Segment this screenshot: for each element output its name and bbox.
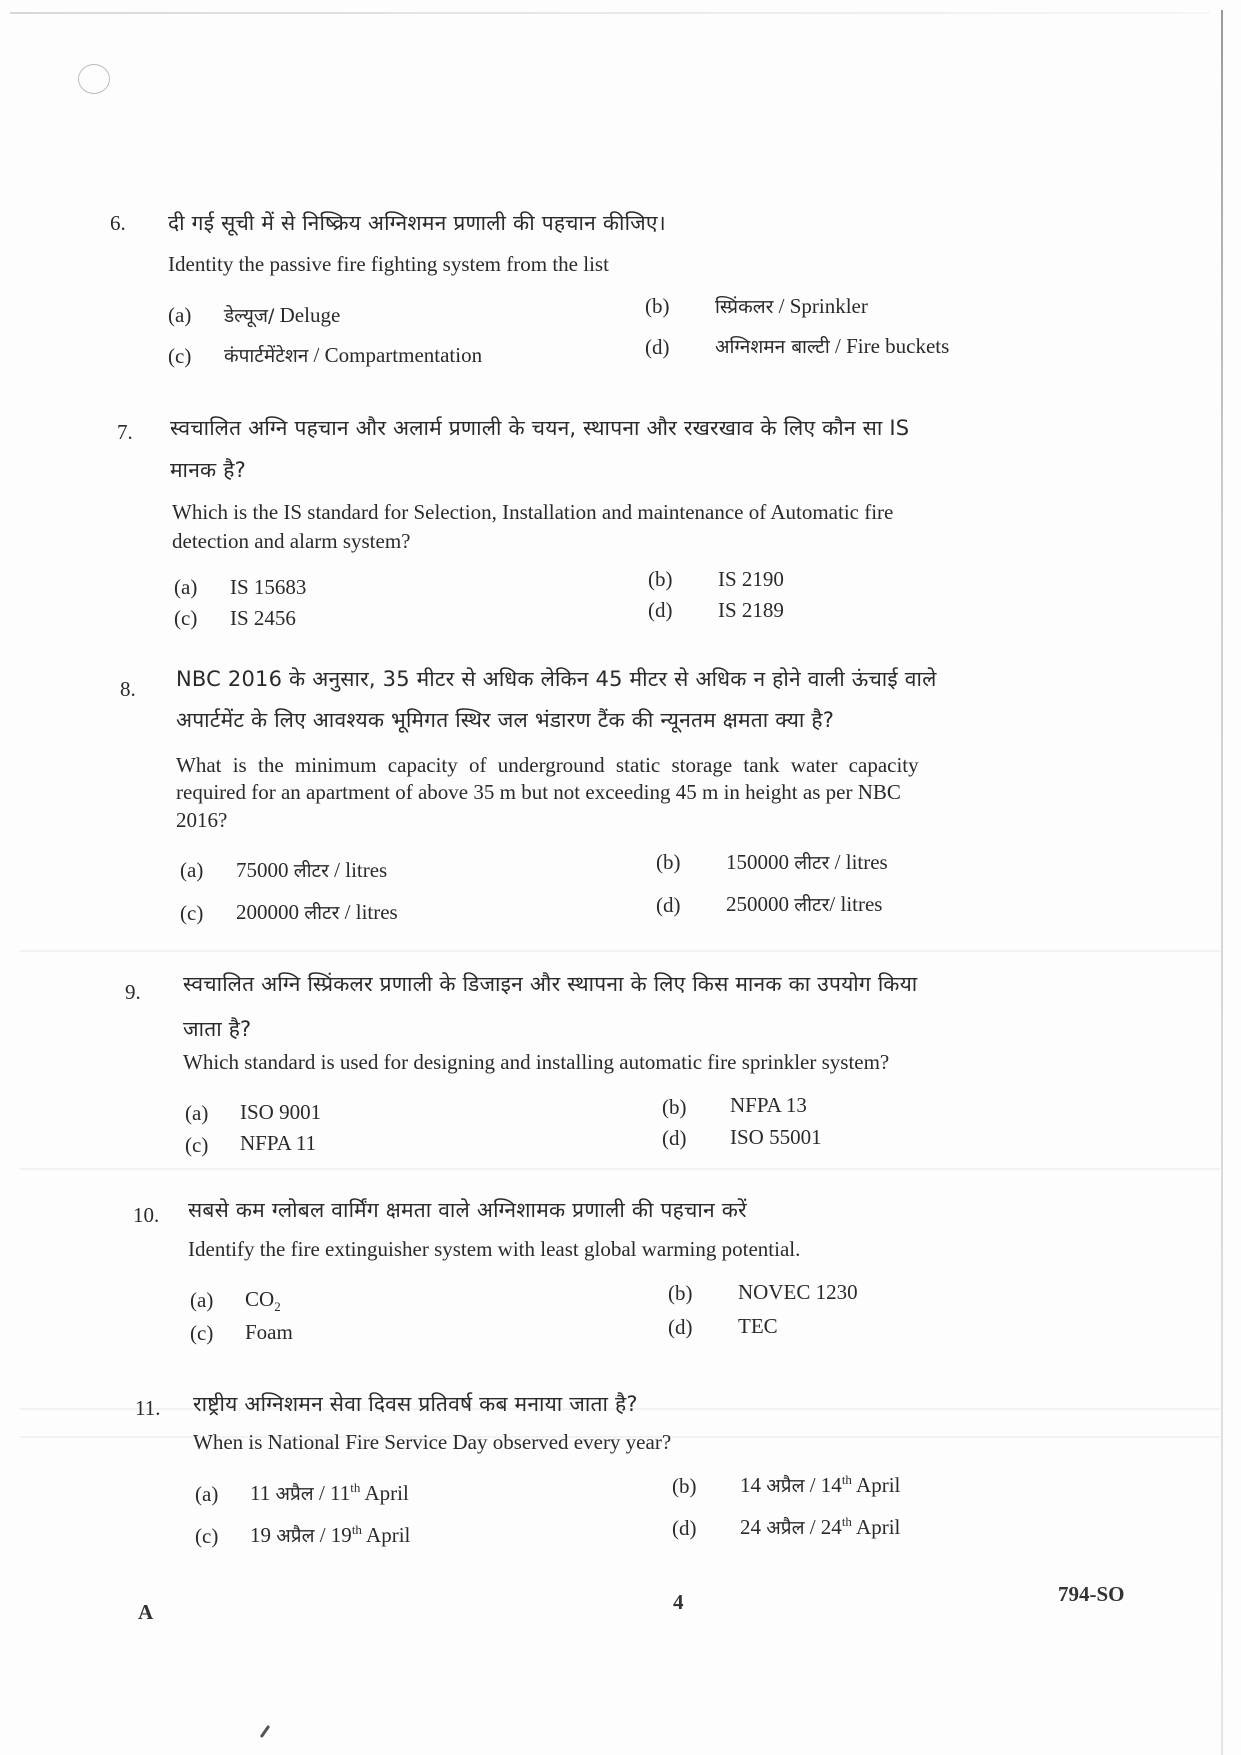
question-number: 6. [110, 211, 126, 235]
question-text-english: Identify the fire extinguisher system with least global warming potential. [188, 1237, 801, 1261]
option-b-text: NFPA 13 [730, 1093, 807, 1117]
pen-stroke-mark [260, 1725, 270, 1738]
question-text-english: When is National Fire Service Day observed every year? [193, 1430, 672, 1454]
question-text-hindi: राष्ट्रीय अग्निशमन सेवा दिवस प्रतिवर्ष कब मनाया जाता है? [193, 1392, 638, 1416]
question-text-hindi-line2: मानक है? [170, 458, 246, 482]
option-a-label: (a) [195, 1482, 219, 1506]
option-a-text: IS 15683 [230, 575, 307, 599]
paper-code: 794-SO [1058, 1582, 1125, 1606]
question-text-hindi: स्वचालित अग्नि पहचान और अलार्म प्रणाली के चयन, स्थापना और रखरखाव के लिए कौन सा IS [170, 416, 910, 440]
option-c-label: (c) [180, 901, 204, 925]
option-a-text: 75000 लीटर / litres [236, 858, 388, 882]
option-c-text: NFPA 11 [240, 1131, 317, 1155]
question-text-english: What is the minimum capacity of underground static storage tank water capacity [176, 753, 919, 777]
option-b-label: (b) [656, 850, 681, 874]
option-b-label: (b) [645, 294, 670, 318]
question-number: 11. [135, 1396, 161, 1420]
question-number: 10. [133, 1203, 160, 1227]
punch-hole-mark [78, 64, 110, 94]
option-b-text: स्प्रिंकलर / Sprinkler [715, 294, 868, 318]
question-number: 8. [120, 677, 136, 701]
option-c-label: (c) [190, 1321, 214, 1345]
option-d-label: (d) [668, 1315, 693, 1339]
option-a-text: $CO_2$ [245, 1287, 281, 1315]
option-c-text: कंपार्टमेंटेशन / Compartmentation [224, 343, 483, 367]
question-text-hindi-line2: अपार्टमेंट के लिए आवश्यक भूमिगत स्थिर जल भंडारण टैंक की न्यूनतम क्षमता क्या है? [176, 708, 835, 732]
option-d-label: (d) [672, 1516, 697, 1540]
option-c-text: Foam [245, 1320, 293, 1344]
option-c-text: 200000 लीटर / litres [236, 900, 398, 924]
option-b-label: (b) [648, 567, 673, 591]
option-c-label: (c) [185, 1133, 209, 1157]
scan-artifact-line [20, 1168, 1220, 1170]
question-text-hindi: सबसे कम ग्लोबल वार्मिंग क्षमता वाले अग्निशामक प्रणाली की पहचान करें [188, 1198, 747, 1222]
option-d-text: 24 अप्रैल / 24th April [740, 1514, 901, 1539]
option-a-text: 11 अप्रैल / 11th April [250, 1480, 409, 1505]
question-text-english: Which is the IS standard for Selection, Installation and maintenance of Automatic fire [172, 500, 894, 524]
option-a-label: (a) [180, 858, 204, 882]
page-edge [10, 12, 1210, 14]
option-a-text: ISO 9001 [240, 1100, 322, 1124]
scan-artifact-line [20, 950, 1220, 952]
series-code: A [138, 1600, 154, 1624]
option-a-text: डेल्यूज/ Deluge [224, 303, 341, 327]
question-text-hindi-line2: जाता है? [183, 1017, 252, 1041]
option-a-label: (a) [168, 303, 192, 327]
option-d-label: (d) [645, 335, 670, 359]
option-a-label: (a) [185, 1101, 209, 1125]
page-number: 4 [673, 1590, 684, 1614]
option-d-text: अग्निशमन बाल्टी / Fire buckets [715, 334, 950, 358]
option-d-text: 250000 लीटर/ litres [726, 892, 883, 916]
option-d-label: (d) [662, 1126, 687, 1150]
option-b-text: 150000 लीटर / litres [726, 850, 888, 874]
question-text-english: Identity the passive fire fighting system from the list [168, 252, 609, 276]
question-text-english-line2: required for an apartment of above 35 m but not exceeding 45 m in height as per NBC [176, 780, 901, 804]
option-b-label: (b) [672, 1474, 697, 1498]
option-b-label: (b) [662, 1095, 687, 1119]
option-c-label: (c) [174, 606, 198, 630]
question-text-hindi: स्वचालित अग्नि स्प्रिंकलर प्रणाली के डिजाइन और स्थापना के लिए किस मानक का उपयोग किया [183, 972, 918, 996]
question-text-english: Which standard is used for designing and installing automatic fire sprinkler system? [183, 1050, 890, 1074]
question-text-hindi: दी गई सूची में से निष्क्रिय अग्निशमन प्रणाली की पहचान कीजिए। [168, 211, 666, 235]
question-number: 9. [125, 980, 141, 1004]
option-d-text: IS 2189 [718, 598, 784, 622]
option-c-label: (c) [168, 344, 192, 368]
question-text-english-line2: detection and alarm system? [172, 529, 411, 553]
option-a-label: (a) [174, 575, 198, 599]
question-text-english-line3: 2016? [176, 808, 228, 832]
option-b-text: 14 अप्रैल / 14th April [740, 1472, 901, 1497]
option-a-label: (a) [190, 1288, 214, 1312]
option-c-text: IS 2456 [230, 606, 296, 630]
option-d-label: (d) [648, 598, 673, 622]
option-b-text: IS 2190 [718, 567, 784, 591]
option-d-text: TEC [738, 1314, 778, 1338]
option-b-text: NOVEC 1230 [738, 1280, 858, 1304]
option-c-text: 19 अप्रैल / 19th April [250, 1522, 411, 1547]
option-b-label: (b) [668, 1281, 693, 1305]
option-c-label: (c) [195, 1524, 219, 1548]
option-d-label: (d) [656, 893, 681, 917]
page-edge-shadow [1221, 10, 1223, 1755]
option-d-text: ISO 55001 [730, 1125, 822, 1149]
question-text-hindi: NBC 2016 के अनुसार, 35 मीटर से अधिक लेकिन 45 मीटर से अधिक न होने वाली ऊंचाई वाले [176, 667, 937, 691]
question-number: 7. [117, 420, 133, 444]
